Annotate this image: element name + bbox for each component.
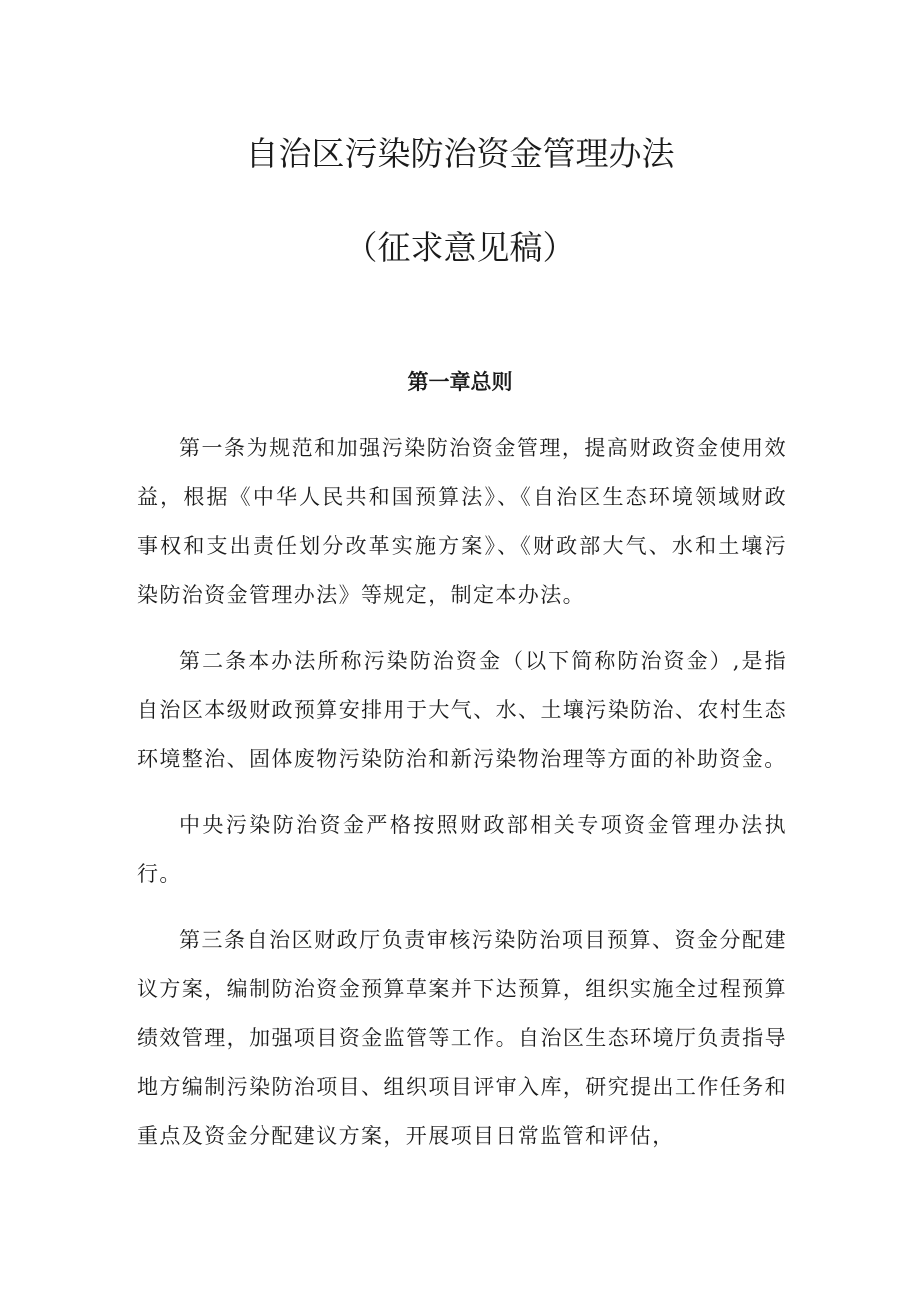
paragraph-central-funds: 中央污染防治资金严格按照财政部相关专项资金管理办法执行。 [137,813,787,886]
document-title: 自治区污染防治资金管理办法 [245,134,675,173]
document-subtitle: （征求意见稿） [344,228,576,267]
document-body [137,424,787,1178]
paragraph-article-3: 第三条自治区财政厅负责审核污染防治项目预算、资金分配建议方案，编制防治资金预算草案并下达预算，组织实施全过程预算绩效管理，加强项目资金监管等工作。自治区生态环境厅负责指导地方编制污染防治项目、组织项目评审入库，研究提出工作任务和重点及资金分配建议方案，开展项目日常监管和评估， [137,928,787,1148]
paragraph-article-1: 第一条为规范和加强污染防治资金管理，提高财政资金使用效益，根据《中华人民共和国预算法》、《自治区生态环境领域财政事权和支出责任划分改革实施方案》、《财政部大气、水和土壤污染防治资金管理办法》等规定，制定本办法。 [137,436,787,607]
paragraph-article-2: 第二条本办法所称污染防治资金（以下简称防治资金）,是指自治区本级财政预算安排用于大气、水、土壤污染防治、农村生态环境整治、固体废物污染防治和新污染物治理等方面的补助资金。 [137,649,787,771]
chapter-heading: 第一章总则 [407,369,513,394]
